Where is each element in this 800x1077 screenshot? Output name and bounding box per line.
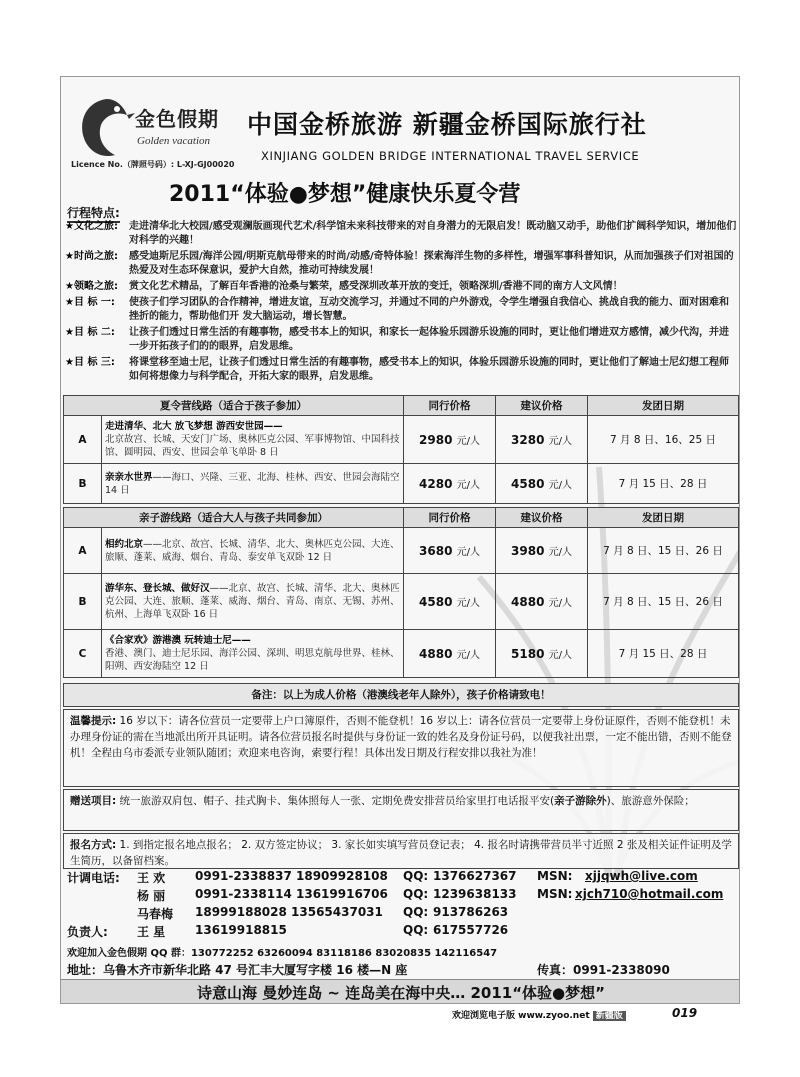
gift-exception: 亲子游除外 [554, 795, 607, 807]
suggested-price [496, 630, 588, 678]
route-detail: 北京故宫、长城、天安门广场、奥林匹克公园、军事博物馆、中国科技馆、圆明园、西安、世园会单飞单卧 8 日 [105, 434, 400, 458]
feature-label: ★目 标 二: [65, 327, 115, 338]
contact-name: 马春梅 [137, 907, 174, 921]
column-header-route: 亲子游线路（适合大人与孩子共同参加） [64, 508, 404, 528]
price-value: 3680 [419, 544, 453, 558]
price-value: 2980 [419, 433, 453, 447]
price-unit: 元/人 [456, 598, 480, 609]
qq-label: QQ: [403, 905, 429, 919]
feature-goal-2 [65, 326, 737, 354]
route-description [102, 528, 404, 574]
tips-label: 温馨提示: [70, 715, 117, 727]
contact-phones: 18999188028 13565437031 [195, 905, 383, 919]
signup-method [63, 833, 739, 869]
trade-price [404, 630, 496, 678]
contact-phones: 0991-2338837 18909928108 [195, 869, 388, 883]
footer-site-text[interactable]: 欢迎浏览电子版 www.zyoo.net [452, 1011, 590, 1021]
feature-text: 将课堂移至迪士尼，让孩子们透过日常生活的有趣事物，感受书本上的知识，体验乐园游乐设施的同时，更让他们了解迪士尼幻想工程师如何将想像力与科学配合，开拓大家的眼界，启发思维。 [129, 357, 729, 382]
route-description [102, 464, 404, 504]
price-unit: 元/人 [548, 480, 572, 491]
feature-text: 让孩子们透过日常生活的有趣事物，感受书本上的知识，和家长一起体验乐园游乐设施的同时，更让他们增进双方感情，减少代沟，并进一步开拓孩子们的的眼界，启发思维。 [129, 327, 729, 352]
gift-items [63, 789, 739, 831]
column-header-departure: 发团日期 [588, 396, 739, 416]
price-unit: 元/人 [548, 598, 572, 609]
table-row [64, 630, 739, 678]
column-header-trade-price: 同行价格 [404, 396, 496, 416]
price-note: 备注：以上为成人价格（港澳线老年人除外），孩子价格请致电！ [63, 683, 739, 707]
gift-text: 统一旅游双肩包、帽子、挂式胸卡、集体照每人一张、定期免费安排营员给家里打电话报平安( [119, 795, 555, 807]
licence-number: Licence No.（牌照号码）: L-XJ-GJ00020 [71, 160, 235, 169]
price-value: 4880 [511, 595, 545, 609]
price-value: 4580 [419, 595, 453, 609]
feature-text: 赏文化艺术精品，了解百年香港的沧桑与繁荣，感受深圳改革开放的变迁，领略深圳/香港不同的南方人文风情！ [129, 281, 623, 292]
camp-title: 2011“体验●梦想”健康快乐夏令营 [169, 182, 521, 207]
price-unit: 元/人 [548, 547, 572, 558]
price-unit: 元/人 [548, 650, 572, 661]
suggested-price [496, 574, 588, 630]
departure-dates: 7 月 8 日、15 日、26 日 [588, 574, 739, 630]
features-heading: 行程特点: [67, 204, 120, 223]
gift-label: 赠送项目: [70, 795, 117, 807]
trade-price [404, 464, 496, 504]
route-code: A [64, 416, 102, 464]
route-description [102, 630, 404, 678]
feature-label: ★目 标 三: [65, 357, 115, 368]
departure-dates: 7 月 15 日、28 日 [588, 464, 739, 504]
table-row [64, 416, 739, 464]
feature-text: 走进清华北大校园/感受观澜版画现代艺术/科学馆未来科技带来的对自身潜力的无限启发！既动脑又动手，助他们扩阔科学知识，增加他们对科学的兴趣！ [129, 221, 737, 246]
route-code: B [64, 574, 102, 630]
suggested-price [496, 464, 588, 504]
column-header-suggested-price: 建议价格 [496, 508, 588, 528]
summer-camp-routes-table [63, 395, 739, 504]
features-list [65, 220, 737, 386]
signup-label: 报名方式: [70, 839, 117, 851]
route-detail: ——北京、故宫、长城、清华、北大、奥林匹克公园、大连、旅顺、蓬莱、威海、烟台、青岛、泰安单飞双卧 12 日 [105, 538, 400, 563]
feature-label: ★领略之旅: [65, 281, 118, 292]
trade-price [404, 574, 496, 630]
company-name-cn: 中国金桥旅游 新疆金桥国际旅行社 [247, 110, 647, 139]
feature-experience [65, 280, 737, 294]
trade-price [404, 528, 496, 574]
feature-culture [65, 220, 737, 248]
departure-dates: 7 月 15 日、28 日 [588, 630, 739, 678]
address: 地址：乌鲁木齐市新华北路 47 号汇丰大厦写字楼 16 楼—N 座 [67, 963, 408, 977]
feature-text: 使孩子们学习团队的合作精神，增进友谊，互动交流学习，并通过不同的户外游戏，令学生增强自我信心、挑战自我的能力、面对困难和挫折的能力，帮助他们开 发大脑运动，增长智慧。 [129, 297, 729, 322]
qq-label: QQ: [403, 869, 429, 883]
qq-number: 1239638133 [433, 887, 517, 901]
route-title: 《合家欢》游港澳 玩转迪士尼—— [105, 635, 251, 646]
slogan-banner: 诗意山海 曼妙连岛 ~ 连岛美在海中央… 2011“体验●梦想” [61, 979, 740, 1004]
qq-group-line: 欢迎加入金色假期 QQ 群：130772252 63260094 83118186 83020835 142116547 [67, 948, 498, 959]
route-code: A [64, 528, 102, 574]
fax-number: 传真：0991-2338090 [537, 963, 670, 977]
tips-text: 16 岁以下：请各位营员一定要带上户口簿原件，否则不能登机！16 岁以上：请各位营员一定要带上身份证原件，否则不能登机！未办理身份证的需在当地派出所开具证明。请各位营员报名时提供与身份证一致的姓名及身份证号码，以便我社出票，一定不能出错，否则不能登机！全程由乌市委派专业领队随团；欢迎来电咨询，索要行程！具体出发日期及行程安排以我社为准！ [70, 715, 732, 759]
msn-link[interactable]: xjjqwh@live.com [585, 869, 698, 883]
msn-link[interactable]: xjch710@hotmail.com [575, 887, 724, 901]
feature-label: ★时尚之旅: [65, 251, 118, 262]
qq-number: 913786263 [433, 905, 509, 919]
route-code: C [64, 630, 102, 678]
route-title: 亲亲水世界 [105, 471, 153, 483]
column-header-suggested-price: 建议价格 [496, 396, 588, 416]
owner-label: 负责人: [67, 925, 108, 939]
departure-dates: 7 月 8 日、15 日、26 日 [588, 528, 739, 574]
contact-name: 王 欢 [137, 871, 166, 885]
contact-name: 王 星 [137, 925, 166, 939]
contact-phones: 13619918815 [195, 923, 287, 937]
price-value: 3980 [511, 544, 545, 558]
column-header-route: 夏令营线路（适合于孩子参加） [64, 396, 404, 416]
msn-label: MSN: [537, 887, 573, 901]
company-name-en: XINJIANG GOLDEN BRIDGE INTERNATIONAL TRAVEL SERVICE [261, 149, 640, 163]
price-unit: 元/人 [456, 547, 480, 558]
feature-label: ★文化之旅: [65, 221, 118, 232]
footer-website [452, 1008, 626, 1021]
warm-tips [63, 709, 739, 787]
route-title: 走进清华、北大 放飞梦想 游西安世园—— [105, 421, 283, 432]
bird-logo-icon [77, 95, 137, 161]
table-row [64, 528, 739, 574]
qq-label: QQ: [403, 887, 429, 901]
price-value: 3280 [511, 433, 545, 447]
price-value: 5180 [511, 647, 545, 661]
column-header-departure: 发团日期 [588, 508, 739, 528]
contact-phones: 0991-2338114 13619916706 [195, 887, 388, 901]
price-unit: 元/人 [456, 480, 480, 491]
feature-label: ★目 标 一: [65, 297, 115, 308]
price-unit: 元/人 [548, 436, 572, 447]
logo-english-name: Golden vacation [137, 135, 211, 147]
route-detail: ——北京、故宫、长城、清华、北大、奥林匹克公园、大连、旅顺、蓬莱、威海、烟台、青岛、南京、无锡、苏州、杭州、上海单飞双卧 16 日 [105, 583, 400, 620]
price-unit: 元/人 [456, 436, 480, 447]
trade-price [404, 416, 496, 464]
table-header-row [64, 396, 739, 416]
table-header-row [64, 508, 739, 528]
departure-dates: 7 月 8 日、16、25 日 [588, 416, 739, 464]
qq-number: 1376627367 [433, 869, 517, 883]
suggested-price [496, 528, 588, 574]
page-number: 019 [672, 1006, 698, 1020]
table-row [64, 464, 739, 504]
dispatch-label: 计调电话: [67, 871, 120, 885]
signup-text: 1. 到指定报名地点报名； 2. 双方签定协议； 3. 家长如实填写营员登记表； 4. 报名时请携带营员半寸近照 2 张及相关证件证明及学生简历，以备留档案。 [70, 839, 732, 867]
price-value: 4880 [419, 647, 453, 661]
feature-fashion [65, 250, 737, 278]
route-detail: ——海口、兴隆、三亚、北海、桂林、西安、世园会海陆空 14 日 [105, 471, 400, 496]
contact-name: 杨 丽 [137, 889, 166, 903]
route-code: B [64, 464, 102, 504]
msn-label: MSN: [537, 869, 573, 883]
price-value: 4280 [419, 477, 453, 491]
qq-label: QQ: [403, 923, 429, 937]
company-logo [73, 87, 243, 167]
column-header-trade-price: 同行价格 [404, 508, 496, 528]
gift-tail: )、旅游意外保险； [606, 795, 695, 807]
qq-number: 617557726 [433, 923, 509, 937]
feature-text: 感受迪斯尼乐园/海洋公园/明斯克航母带来的时尚/动感/奇特体验！探索海洋生物的多样性，增强军事科普知识，从而加强孩子们对祖国的热爱及对生态环保意识，爱护大自然，推动可持续发展！ [129, 251, 734, 276]
route-description [102, 574, 404, 630]
brochure-page [60, 76, 740, 1004]
route-detail: 香港、澳门、迪士尼乐园、海洋公园、深圳、明思克航母世界、桂林、阳朔、西安海陆空 12 日 [105, 648, 400, 672]
parent-child-routes-table [63, 507, 739, 678]
suggested-price [496, 416, 588, 464]
logo-chinese-name: 金色假期 [135, 107, 219, 131]
route-title: 相约北京 [105, 538, 144, 550]
route-description [102, 416, 404, 464]
feature-goal-1 [65, 296, 737, 324]
route-title: 游华东、登长城、做好汉 [105, 583, 210, 594]
price-value: 4580 [511, 477, 545, 491]
price-unit: 元/人 [456, 650, 480, 661]
table-row [64, 574, 739, 630]
feature-goal-3 [65, 356, 737, 384]
footer-edition-tag: 新疆版 [593, 1011, 626, 1021]
